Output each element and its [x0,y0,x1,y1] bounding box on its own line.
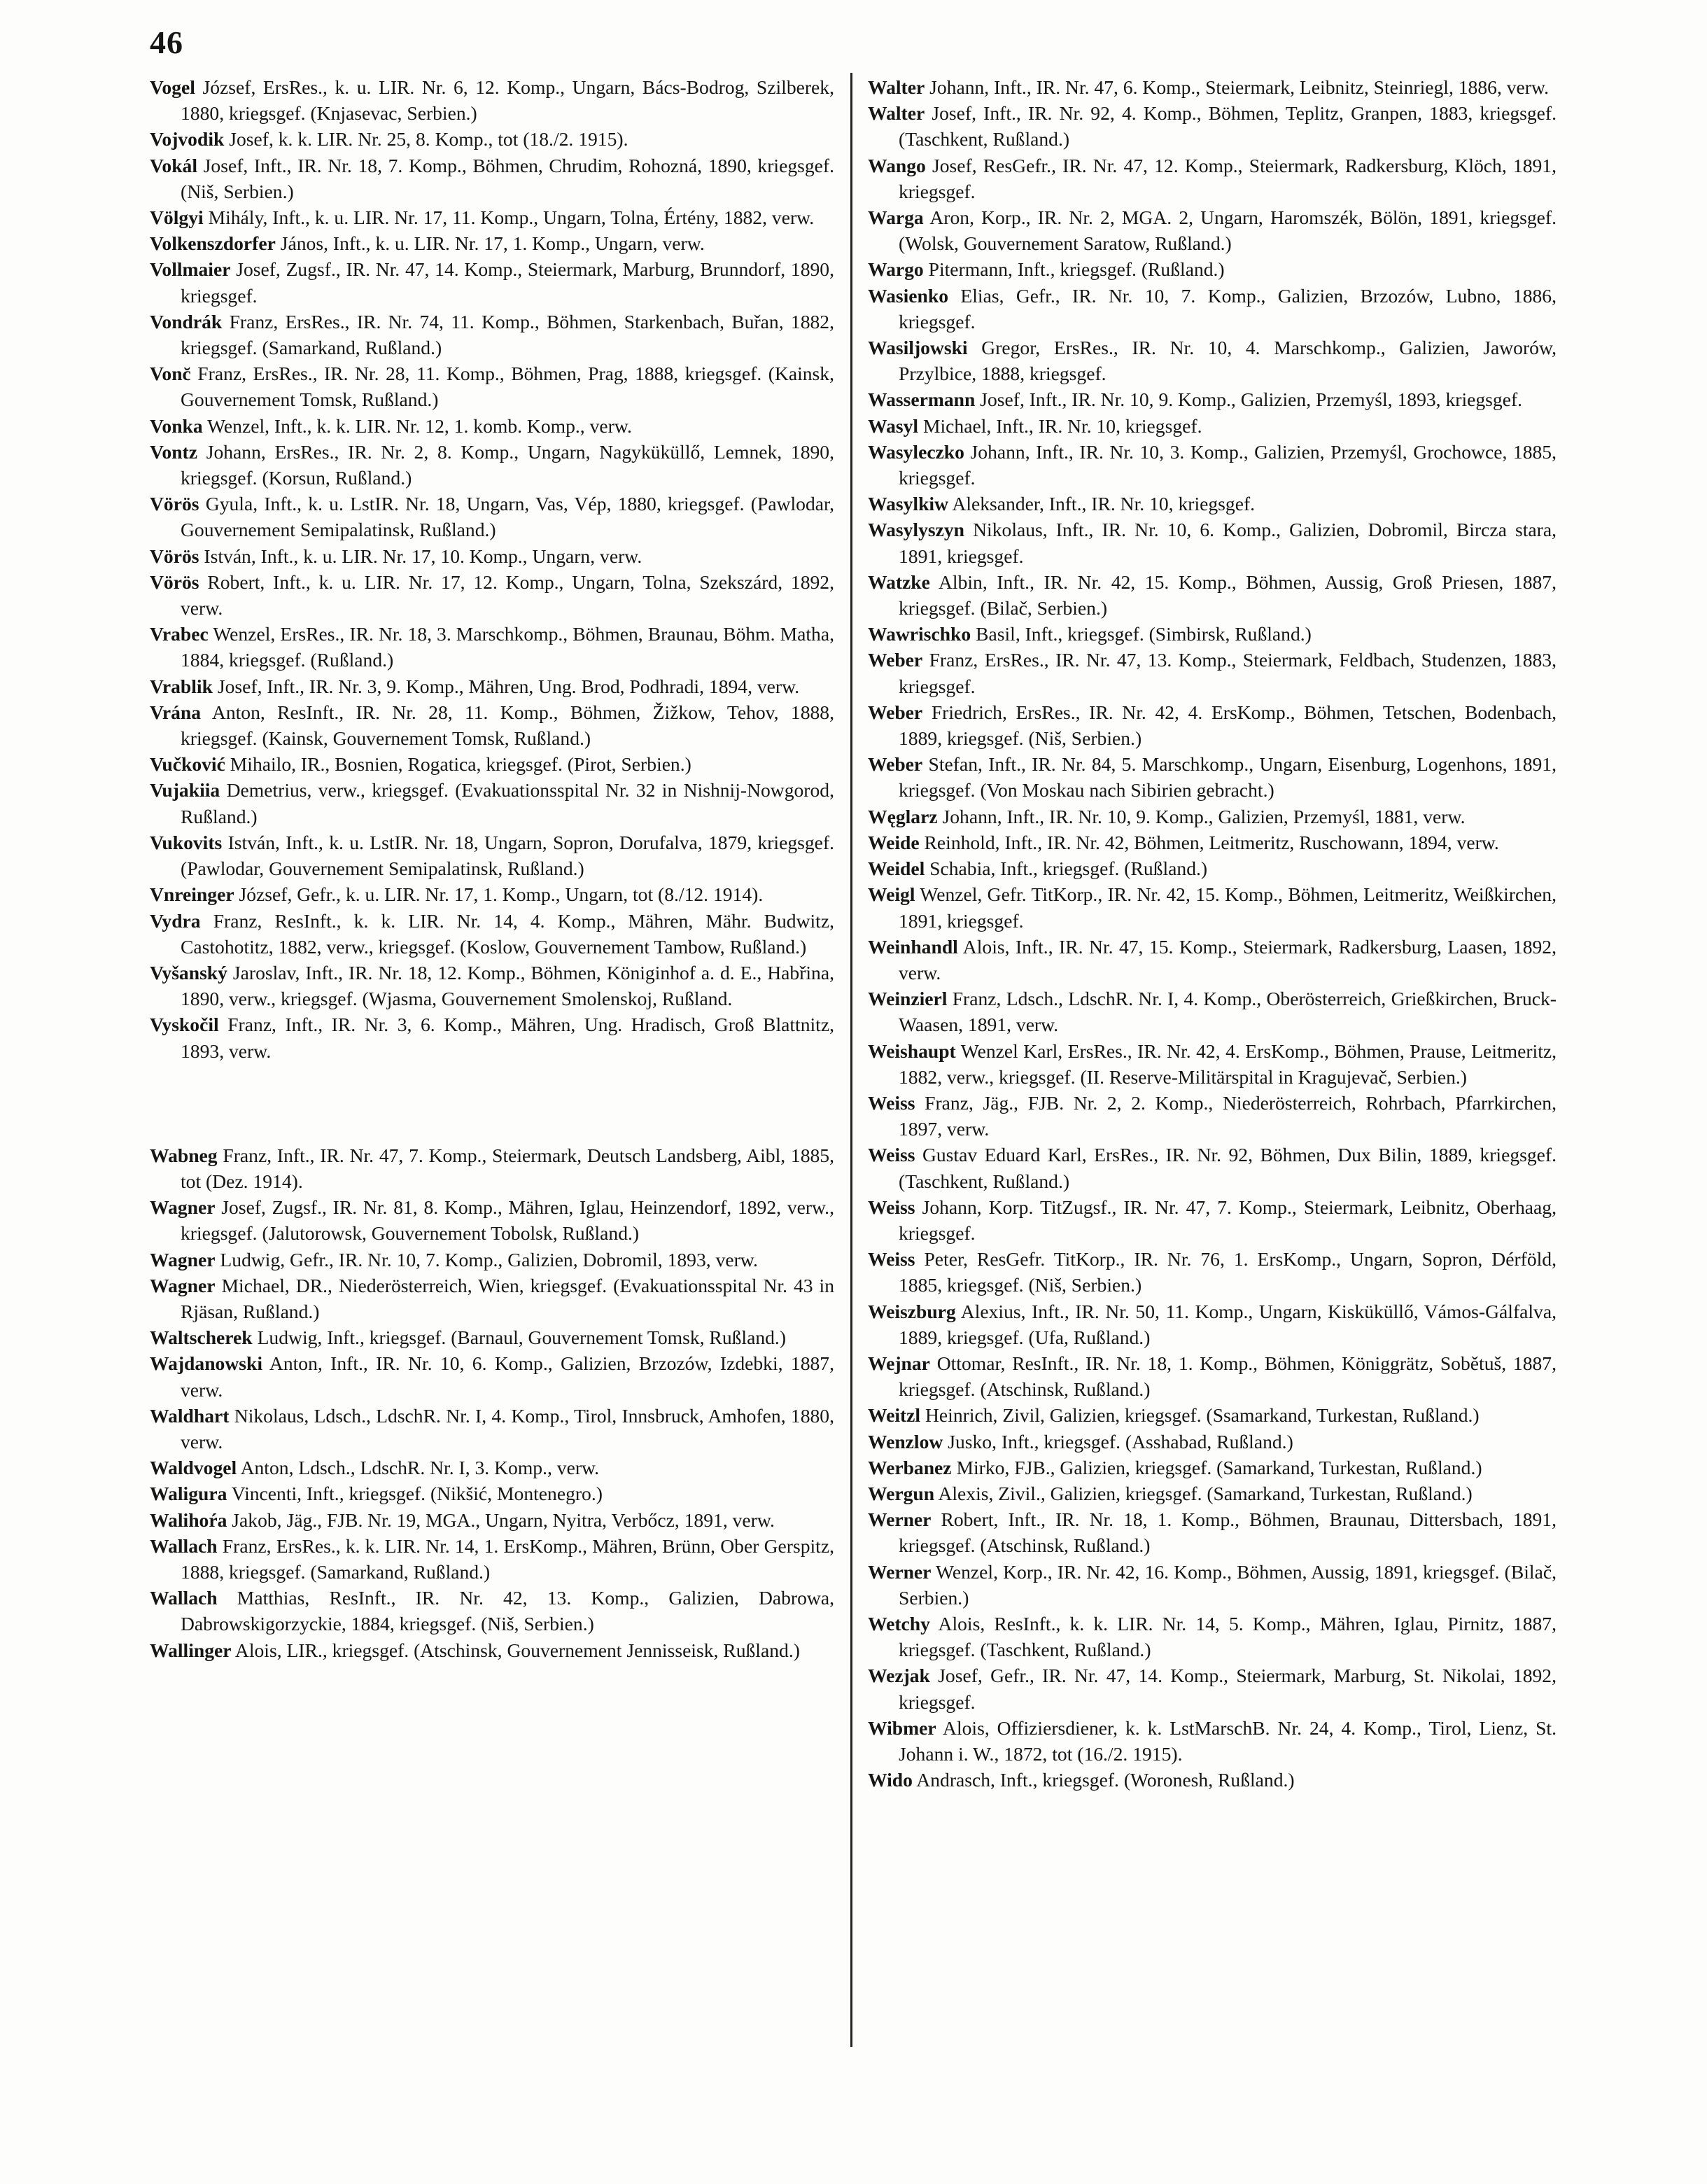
entry-surname: Wagner [150,1248,216,1270]
entry-details: Wenzel, Korp., IR. Nr. 42, 16. Komp., Böhmen, Aussig, 1891, kriegsgef. (Bilač, Serbien.) [899,1560,1557,1609]
register-entry [868,1559,1557,1611]
entry-details: Peter, ResGefr. TitKorp., IR. Nr. 76, 1. ErsKomp., Ungarn, Sopron, Dérföld, 1885, kriegsgef. (Niš, Serbien.) [899,1248,1557,1296]
entry-details: Aleksander, Inft., IR. Nr. 10, kriegsgef. [952,493,1256,515]
register-entry [868,699,1557,751]
entry-details: Reinhold, Inft., IR. Nr. 42, Böhmen, Leitmeritz, Ruschowann, 1894, verw. [924,831,1499,853]
entry-surname: Walter [868,76,925,98]
entry-details: József, Gefr., k. u. LIR. Nr. 17, 1. Komp., Ungarn, tot (8./12. 1914). [239,883,764,906]
entry-details: Schabia, Inft., kriegsgef. (Rußland.) [929,858,1208,880]
entry-details: Franz, Jäg., FJB. Nr. 2, 2. Komp., Niederösterreich, Rohrbach, Pfarrkirchen, 1897, verw. [899,1091,1557,1140]
register-entry [868,439,1557,491]
entry-details: Josef, Inft., IR. Nr. 3, 9. Komp., Mähren, Ung. Brod, Podhradi, 1894, verw. [217,675,800,697]
entry-details: Anton, ResInft., IR. Nr. 28, 11. Komp., Böhmen, Žižkow, Tehov, 1888, kriegsgef. (Kainsk, Gouvernement Tomsk, Rußland.) [181,701,834,750]
entry-surname: Weber [868,701,923,723]
entry-surname: Weinhandl [868,935,958,958]
register-entry [150,960,834,1011]
entry-surname: Warga [868,206,924,229]
entry-details: Franz, ErsRes., IR. Nr. 28, 11. Komp., Böhmen, Prag, 1888, kriegsgef. (Kainsk, Gouvernement Tomsk, Rußland.) [181,363,834,411]
entry-details: István, Inft., k. u. LIR. Nr. 17, 10. Komp., Ungarn, verw. [204,545,642,567]
entry-surname: Weide [868,831,920,853]
entry-surname: Wergun [868,1482,935,1504]
entry-details: Alois, LIR., kriegsgef. (Atschinsk, Gouvernement Jennisseisk, Rußland.) [234,1639,800,1661]
register-entry [868,1611,1557,1662]
entry-surname: Vontz [150,440,197,463]
register-entry [868,569,1557,621]
entry-surname: Waldvogel [150,1457,237,1479]
entry-details: Anton, Inft., IR. Nr. 10, 6. Komp., Galizien, Brzozów, Izdebki, 1887, verw. [181,1352,834,1401]
entry-details: Wenzel Karl, ErsRes., IR. Nr. 42, 4. ErsKomp., Böhmen, Prause, Leitmeritz, 1882, verw., kriegsgef. (II. Reserve-Militärspital in Kragujevač, Serbien.) [899,1040,1557,1088]
register-entry [150,777,834,829]
entry-details: Johann, Inft., IR. Nr. 47, 6. Komp., Steiermark, Leibnitz, Steinriegl, 1886, verw. [929,76,1550,98]
register-entry [150,1455,834,1480]
register-entry [150,1533,834,1585]
entry-surname: Wallach [150,1587,218,1609]
register-entry [868,1038,1557,1090]
register-entry [868,986,1557,1037]
register-entry [150,830,834,881]
entry-details: Pitermann, Inft., kriegsgef. (Rußland.) [928,258,1225,281]
entry-details: Josef, k. k. LIR. Nr. 25, 8. Komp., tot (18./2. 1915). [229,128,628,150]
entry-surname: Vujakiia [150,779,220,802]
entry-surname: Wezjak [868,1665,930,1687]
entry-surname: Vukovits [150,831,223,853]
entry-details: Johann, Inft., IR. Nr. 10, 3. Komp., Galizien, Przemyśl, Grochowce, 1885, kriegsgef. [899,440,1557,489]
entry-surname: Wagner [150,1196,216,1219]
entry-details: Franz, Ldsch., LdschR. Nr. I, 4. Komp., Oberösterreich, Grießkirchen, Bruck-Waasen, 1891, verw. [899,988,1557,1036]
register-entry [868,491,1557,517]
entry-details: Robert, Inft., IR. Nr. 18, 1. Komp., Böhmen, Braunau, Dittersbach, 1891, kriegsgef. (Atschinsk, Rußland.) [899,1508,1557,1557]
entry-details: Gregor, ErsRes., IR. Nr. 10, 4. Marschkomp., Galizien, Jaworów, Przylbice, 1888, kriegsgef. [899,337,1557,385]
entry-surname: Vörös [150,570,199,593]
register-entry [868,830,1557,855]
register-entry [868,1767,1557,1793]
entry-surname: Wasiljowski [868,337,968,359]
entry-surname: Weiss [868,1144,915,1166]
entry-surname: Vörös [150,493,199,515]
register-entry [150,204,834,230]
entry-details: Albin, Inft., IR. Nr. 42, 15. Komp., Böhmen, Aussig, Groß Priesen, 1887, kriegsgef. (Bilač, Serbien.) [899,570,1557,620]
entry-surname: Werbanez [868,1456,952,1478]
register-entry [150,1247,834,1273]
register-entry [868,517,1557,568]
register-entry [868,1506,1557,1558]
entry-details: Jusko, Inft., kriegsgef. (Asshabad, Rußland.) [948,1430,1293,1452]
entry-details: Nikolaus, Ldsch., LdschR. Nr. I, 4. Komp., Tirol, Innsbruck, Amhofen, 1880, verw. [181,1404,834,1452]
register-entry [150,699,834,751]
register-entry [868,1246,1557,1298]
entry-surname: Wejnar [868,1352,930,1374]
entry-surname: Wenzlow [868,1430,943,1452]
entry-surname: Weiss [868,1248,915,1270]
left-column [150,74,834,1663]
entry-surname: Weber [868,753,923,776]
entry-surname: Wasyl [868,414,919,437]
register-entry [150,256,834,308]
entry-surname: Vonc̆ [150,363,191,385]
right-entries [868,74,1557,1793]
register-entry [150,309,834,360]
register-entry [150,1142,834,1194]
register-entry [150,360,834,412]
register-entry [868,283,1557,335]
register-entry [868,386,1557,412]
register-entry [150,1507,834,1533]
entry-surname: Vokál [150,154,198,176]
entry-surname: Wabneg [150,1144,218,1166]
entry-surname: Weiszburg [868,1300,956,1322]
register-entry [150,153,834,204]
entry-surname: Weishaupt [868,1040,956,1062]
right-column [868,74,1557,1793]
register-entry [150,126,834,152]
left-entries-v [150,74,834,1064]
entry-details: Alois, Offiziersdiener, k. k. LstMarschB. Nr. 24, 4. Komp., Tirol, Lienz, St. Johann i. W., 1872, tot (16./2. 1915). [899,1716,1557,1765]
entry-surname: Waldhart [150,1404,230,1427]
register-entry [150,1194,834,1246]
entry-surname: Wasienko [868,284,949,307]
entry-surname: Wargo [868,258,924,281]
entry-details: Alois, Inft., IR. Nr. 47, 15. Komp., Steiermark, Radkersburg, Laasen, 1892, verw. [899,935,1557,983]
entry-details: Wenzel, ErsRes., IR. Nr. 18, 3. Marschkomp., Böhmen, Braunau, Böhm. Matha, 1884, kriegsgef. (Rußland.) [181,623,834,671]
entry-surname: Weber [868,649,923,671]
entry-details: Vincenti, Inft., kriegsgef. (Nikšić, Montenegro.) [231,1483,603,1505]
register-entry [150,1350,834,1402]
register-entry [150,908,834,960]
entry-details: Franz, ErsRes., k. k. LIR. Nr. 14, 1. ErsKomp., Mähren, Brünn, Ober Gerspitz, 1888, kriegsgef. (Samarkand, Rußland.) [181,1534,834,1583]
register-entry [868,1455,1557,1480]
entry-surname: Wallinger [150,1639,232,1661]
entry-details: Wenzel, Gefr. TitKorp., IR. Nr. 42, 15. Komp., Böhmen, Leitmeritz, Weißkirchen, 1891, kriegsgef. [899,883,1557,932]
entry-details: Gustav Eduard Karl, ErsRes., IR. Nr. 92, Böhmen, Dux Bilin, 1889, kriegsgef. (Taschkent, Rußland.) [899,1144,1557,1192]
entry-surname: Wibmer [868,1716,936,1739]
entry-details: István, Inft., k. u. LstIR. Nr. 18, Ungarn, Sopron, Dorufalva, 1879, kriegsgef. (Pawlodar, Gouvernement Semipalatinsk, Rußland.) [181,831,834,880]
entry-details: Josef, Inft., IR. Nr. 10, 9. Komp., Galizien, Przemyśl, 1893, kriegsgef. [980,388,1523,411]
entry-surname: Watzke [868,570,930,593]
entry-details: Josef, Gefr., IR. Nr. 47, 14. Komp., Steiermark, Marburg, St. Nikolai, 1892, kriegsgef. [899,1665,1557,1713]
left-entries-w [150,1142,834,1663]
entry-details: Josef, Zugsf., IR. Nr. 47, 14. Komp., Steiermark, Marburg, Brunndorf, 1890, kriegsgef. [181,258,834,307]
entry-details: Johann, Korp. TitZugsf., IR. Nr. 47, 7. Komp., Steiermark, Leibnitz, Oberhaag, kriegsgef. [899,1196,1557,1244]
register-entry [868,1194,1557,1246]
entry-surname: Werner [868,1508,932,1531]
entry-surname: Wajdanowski [150,1352,263,1375]
register-entry [150,673,834,699]
register-entry [150,491,834,542]
entry-surname: Volkenszdorfer [150,232,276,255]
entry-details: Mihailo, IR., Bosnien, Rogatica, kriegsgef. (Pirot, Serbien.) [230,753,691,776]
entry-details: Josef, Inft., IR. Nr. 18, 7. Komp., Böhmen, Chrudim, Rohozná, 1890, kriegsgef. (Niš, Serbien.) [181,154,835,202]
register-entry [868,1402,1557,1428]
register-entry [868,1480,1557,1506]
register-entry [868,1715,1557,1767]
entry-details: Franz, ErsRes., IR. Nr. 74, 11. Komp., Böhmen, Starkenbach, Buřan, 1882, kriegsgef. (Samarkand, Rußland.) [181,310,834,359]
entry-surname: Wasyleczko [868,440,964,463]
entry-details: Josef, Inft., IR. Nr. 92, 4. Komp., Böhmen, Teplitz, Granpen, 1883, kriegsgef. (Taschkent, Rußland.) [899,102,1557,150]
register-entry [150,569,834,621]
register-entry [150,751,834,777]
entry-surname: Wetchy [868,1612,930,1634]
entry-details: Franz, ResInft., k. k. LIR. Nr. 14, 4. Komp., Mähren, Mähr. Budwitz, Castohotitz, 1882, verw., kriegsgef. (Koslow, Gouvernement Tambow, Rußland.) [181,909,834,958]
entry-details: Alexis, Zivil., Galizien, kriegsgef. (Samarkand, Turkestan, Rußland.) [938,1482,1473,1504]
entry-surname: Vyšanský [150,961,227,983]
register-entry [868,413,1557,439]
register-entry [868,934,1557,986]
register-entry [868,1142,1557,1194]
entry-surname: Wagner [150,1274,216,1296]
register-entry [868,1429,1557,1455]
register-entry [150,621,834,673]
entry-surname: Weiss [868,1091,915,1114]
entry-details: Michael, Inft., IR. Nr. 10, kriegsgef. [922,414,1202,437]
entry-details: Wenzel, Inft., k. k. LIR. Nr. 12, 1. komb. Komp., verw. [207,414,632,437]
entry-details: Anton, Ldsch., LdschR. Nr. I, 3. Komp., verw. [240,1457,600,1479]
register-entry [868,1350,1557,1402]
entry-details: Josef, ResGefr., IR. Nr. 47, 12. Komp., Steiermark, Radkersburg, Klöch, 1891, kriegsgef. [899,154,1557,202]
column-divider [850,73,852,2047]
register-entry [868,1662,1557,1714]
entry-details: Franz, Inft., IR. Nr. 47, 7. Komp., Steiermark, Deutsch Landsberg, Aibl, 1885, tot (Dez. 1914). [181,1144,834,1192]
register-entry [150,1011,834,1063]
page-number: 46 [150,24,183,60]
register-entry [150,881,834,907]
register-entry [150,230,834,256]
entry-surname: Wido [868,1769,913,1791]
entry-surname: Vrána [150,701,202,723]
entry-details: Franz, Inft., IR. Nr. 3, 6. Komp., Mähren, Ung. Hradisch, Groß Blattnitz, 1893, verw. [181,1014,834,1062]
entry-details: Jakob, Jäg., FJB. Nr. 19, MGA., Ungarn, Nyitra, Verbőcz, 1891, verw. [232,1508,775,1531]
entry-surname: Vogel [150,76,195,98]
entry-surname: Wallach [150,1534,218,1557]
register-entry [868,335,1557,386]
entry-details: József, ErsRes., k. u. LIR. Nr. 6, 12. Komp., Ungarn, Bács-Bodrog, Szilberek, 1880, kriegsgef. (Knjasevac, Serbien.) [181,76,835,125]
entry-details: Josef, Zugsf., IR. Nr. 81, 8. Komp., Mähren, Iglau, Heinzendorf, 1892, verw., kriegsgef. (Jalutorowsk, Gouvernement Tobolsk, Rußland.) [181,1196,834,1245]
register-entry [150,413,834,439]
register-entry [868,1298,1557,1350]
entry-surname: Vrablik [150,675,213,697]
register-entry [868,100,1557,152]
entry-surname: Vojvodik [150,128,225,150]
register-entry [868,804,1557,830]
entry-surname: Weigl [868,883,915,906]
register-entry [868,621,1557,647]
entry-details: Mirko, FJB., Galizien, kriegsgef. (Samarkand, Turkestan, Rußland.) [956,1456,1482,1478]
entry-surname: Vydra [150,909,201,932]
entry-details: Jaroslav, Inft., IR. Nr. 18, 12. Komp., Böhmen, Königinhof a. d. E., Habřina, 1890, verw., kriegsgef. (Wjasma, Gouvernement Smolenskoj, Rußland. [181,961,834,1010]
register-entry [150,1585,834,1637]
entry-details: Stefan, Inft., IR. Nr. 84, 5. Marschkomp., Ungarn, Eisenburg, Logenhons, 1891, kriegsgef. (Von Moskau nach Sibirien gebracht.) [899,753,1557,802]
entry-details: Mihály, Inft., k. u. LIR. Nr. 17, 11. Komp., Ungarn, Tolna, Értény, 1882, verw. [208,206,815,229]
register-entry [150,1324,834,1350]
register-entry [150,1273,834,1324]
entry-surname: Wasylyszyn [868,519,964,541]
entry-surname: Weiss [868,1196,915,1218]
entry-details: Demetrius, verw., kriegsgef. (Evakuationsspital Nr. 32 in Nishnij-Nowgorod, Rußland.) [181,779,834,827]
register-entry [150,1403,834,1455]
entry-surname: Wawrischko [868,623,971,645]
entry-details: János, Inft., k. u. LIR. Nr. 17, 1. Komp., Ungarn, verw. [280,232,705,255]
entry-surname: Waltscherek [150,1326,253,1349]
entry-surname: Weitzl [868,1404,921,1427]
entry-details: Johann, ErsRes., IR. Nr. 2, 8. Komp., Ungarn, Nagyküküllő, Lemnek, 1890, kriegsgef. (Korsun, Rußland.) [181,440,834,489]
entry-surname: Weidel [868,858,925,880]
entry-details: Elias, Gefr., IR. Nr. 10, 7. Komp., Galizien, Brzozów, Lubno, 1886, kriegsgef. [899,284,1557,332]
entry-surname: Węglarz [868,805,938,827]
entry-details: Heinrich, Zivil, Galizien, kriegsgef. (Ssamarkand, Turkestan, Rußland.) [925,1404,1480,1427]
entry-details: Nikolaus, Inft., IR. Nr. 10, 6. Komp., Galizien, Dobromil, Bircza stara, 1891, kriegsgef. [899,519,1557,567]
register-entry [150,543,834,569]
register-entry [868,204,1557,256]
entry-surname: Weinzierl [868,988,948,1010]
register-entry [150,1637,834,1663]
register-entry [150,1480,834,1506]
entry-details: Basil, Inft., kriegsgef. (Simbirsk, Rußland.) [976,623,1312,645]
entry-details: Johann, Inft., IR. Nr. 10, 9. Komp., Galizien, Przemyśl, 1881, verw. [942,805,1466,827]
entry-details: Ludwig, Inft., kriegsgef. (Barnaul, Gouvernement Tomsk, Rußland.) [257,1326,787,1349]
entry-surname: Waligura [150,1483,227,1505]
entry-details: Gyula, Inft., k. u. LstIR. Nr. 18, Ungarn, Vas, Vép, 1880, kriegsgef. (Pawlodar, Gouvernement Semipalatinsk, Rußland.) [181,493,834,541]
entry-details: Andrasch, Inft., kriegsgef. (Woronesh, Rußland.) [916,1769,1295,1791]
register-entry [150,439,834,491]
entry-details: Aron, Korp., IR. Nr. 2, MGA. 2, Ungarn, Haromszék, Bölön, 1891, kriegsgef. (Wolsk, Gouvernement Saratow, Rußland.) [899,206,1557,255]
entry-surname: Vondrák [150,310,223,332]
entry-surname: Vyskočil [150,1014,219,1036]
entry-surname: Werner [868,1560,932,1583]
entry-surname: Wango [868,154,926,176]
entry-surname: Vrabec [150,623,209,645]
entry-details: Michael, DR., Niederösterreich, Wien, kriegsgef. (Evakuationsspital Nr. 43 in Rjäsan, Rußland.) [181,1274,834,1322]
register-entry [868,881,1557,933]
entry-surname: Vnreinger [150,883,234,906]
entry-surname: Vollmaier [150,258,231,281]
entry-details: Ludwig, Gefr., IR. Nr. 10, 7. Komp., Galizien, Dobromil, 1893, verw. [220,1248,758,1270]
register-entry [868,256,1557,282]
entry-details: Ottomar, ResInft., IR. Nr. 18, 1. Komp., Böhmen, Königgrätz, Sobětuš, 1887, kriegsgef. (Atschinsk, Rußland.) [899,1352,1557,1401]
entry-details: Matthias, ResInft., IR. Nr. 42, 13. Komp., Galizien, Dabrowa, Dabrowskigorzyckie, 1884, kriegsgef. (Niš, Serbien.) [181,1587,834,1635]
entry-details: Franz, ErsRes., IR. Nr. 47, 13. Komp., Steiermark, Feldbach, Studenzen, 1883, kriegsgef. [899,649,1557,697]
entry-surname: Völgyi [150,206,204,229]
section-gap [150,1064,834,1142]
entry-details: Robert, Inft., k. u. LIR. Nr. 17, 12. Komp., Ungarn, Tolna, Szekszárd, 1892, verw. [181,570,834,620]
entry-surname: Vonka [150,414,203,437]
register-entry [868,647,1557,699]
register-entry [868,153,1557,204]
entry-surname: Vörös [150,545,199,567]
entry-surname: Wasylkiw [868,493,949,515]
entry-details: Friedrich, ErsRes., IR. Nr. 42, 4. ErsKomp., Böhmen, Tetschen, Bodenbach, 1889, kriegsgef. (Niš, Serbien.) [899,701,1557,750]
register-entry [868,1090,1557,1142]
entry-surname: Wassermann [868,388,976,411]
register-entry [868,751,1557,803]
entry-surname: Vučković [150,753,225,776]
entry-surname: Walter [868,102,925,125]
register-entry [868,855,1557,881]
entry-surname: Walihoŕa [150,1508,227,1531]
register-entry [868,74,1557,100]
entry-details: Alois, ResInft., k. k. LIR. Nr. 14, 5. Komp., Mähren, Iglau, Pirnitz, 1887, kriegsgef. (Taschkent, Rußland.) [899,1612,1557,1661]
register-entry [150,74,834,126]
entry-details: Alexius, Inft., IR. Nr. 50, 11. Komp., Ungarn, Kisküküllő, Vámos-Gálfalva, 1889, kriegsgef. (Ufa, Rußland.) [899,1300,1557,1348]
